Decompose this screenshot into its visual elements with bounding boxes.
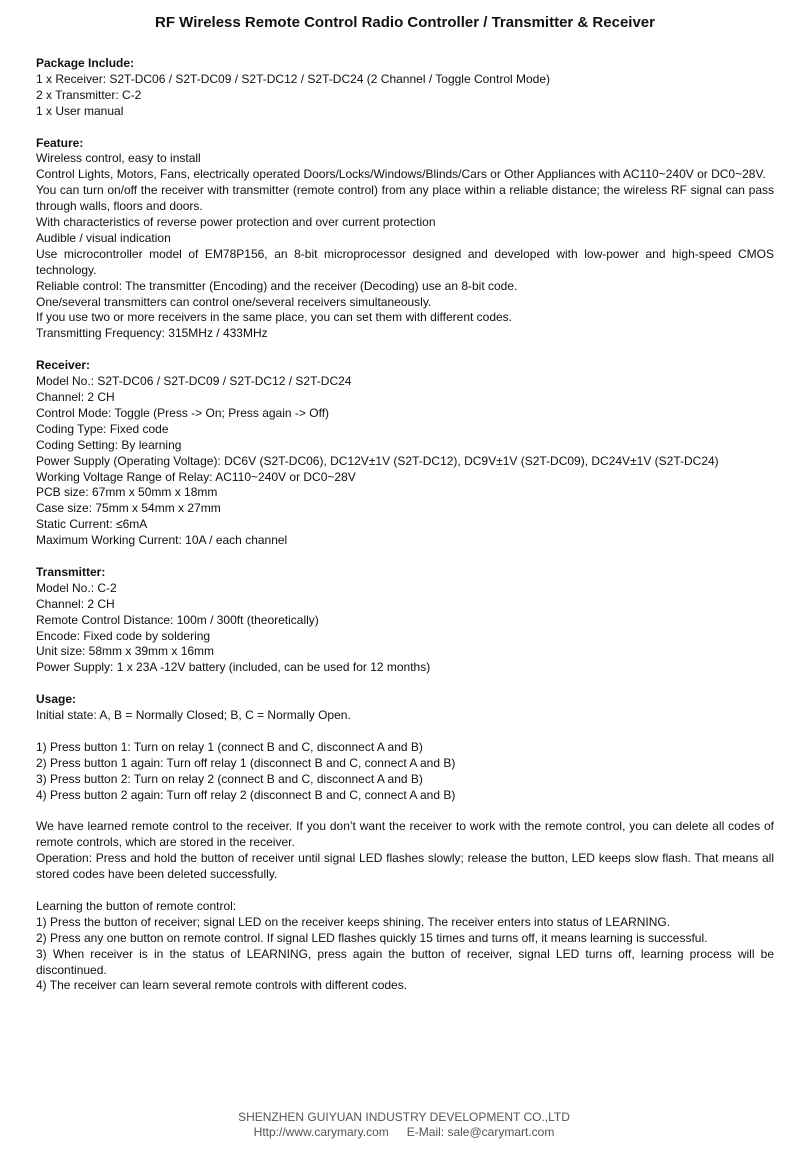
footer-website: Http://www.carymary.com	[253, 1125, 389, 1139]
receiver-spec: Case size: 75mm x 54mm x 27mm	[36, 501, 221, 516]
receiver-spec: Coding Type: Fixed code	[36, 421, 169, 436]
delete-codes-paragraph	[36, 819, 774, 883]
package-line: 1 x User manual	[36, 103, 124, 118]
learning-intro: Learning the button of remote control:	[36, 898, 237, 913]
receiver-spec: Static Current: ≤6mA	[36, 517, 148, 532]
usage-steps	[36, 740, 774, 804]
package-heading: Package Include:	[36, 56, 135, 70]
feature-line: With characteristics of reverse power protection and over current protection	[36, 215, 436, 230]
transmitter-spec: Remote Control Distance: 100m / 300ft (theoretically)	[36, 612, 319, 627]
transmitter-spec: Power Supply: 1 x 23A -12V battery (included, can be used for 12 months)	[36, 660, 431, 675]
receiver-spec: PCB size: 67mm x 50mm x 18mm	[36, 485, 218, 500]
learning-step: 4) The receiver can learn several remote controls with different codes.	[36, 978, 408, 993]
feature-line: Control Lights, Motors, Fans, electrically operated Doors/Locks/Windows/Blinds/Cars or Other Appliances with AC110~240V or DC0~28V.	[36, 167, 766, 182]
feature-line: If you use two or more receivers in the same place, you can set them with different codes.	[36, 310, 513, 325]
receiver-section	[36, 358, 774, 549]
package-line: 1 x Receiver: S2T-DC06 / S2T-DC09 / S2T-DC12 / S2T-DC24 (2 Channel / Toggle Control Mode)	[36, 71, 551, 86]
transmitter-spec: Model No.: C-2	[36, 580, 117, 595]
usage-section	[36, 692, 774, 724]
document-title: RF Wireless Remote Control Radio Controller / Transmitter & Receiver	[155, 14, 655, 31]
document-body	[36, 56, 774, 1010]
receiver-spec: Power Supply (Operating Voltage): DC6V (S2T-DC06), DC12V±1V (S2T-DC12), DC9V±1V (S2T-DC09), DC24V±1V (S2T-DC24)	[36, 453, 719, 468]
transmitter-spec: Unit size: 58mm x 39mm x 16mm	[36, 644, 215, 659]
feature-line: Wireless control, easy to install	[36, 151, 201, 166]
usage-step: 2) Press button 1 again: Turn off relay 1 (disconnect B and C, connect A and B)	[36, 755, 456, 770]
feature-line: Audible / visual indication	[36, 230, 171, 245]
usage-step: 3) Press button 2: Turn on relay 2 (connect B and C, disconnect A and B)	[36, 771, 423, 786]
transmitter-spec: Channel: 2 CH	[36, 596, 115, 611]
feature-line: One/several transmitters can control one/several receivers simultaneously.	[36, 294, 432, 309]
feature-line: Use microcontroller model of EM78P156, an 8-bit microprocessor designed and developed with low-power and high-speed CMOS technology.	[36, 246, 774, 277]
feature-line: You can turn on/off the receiver with transmitter (remote control) from any place within a reliable distance; the wireless RF signal can pass through walls, floors and doors.	[36, 183, 774, 214]
delete-codes-operation: Operation: Press and hold the button of receiver until signal LED flashes slowly; release the button, LED keeps slow flash. That means all stored codes have been deleted successfully.	[36, 851, 774, 882]
feature-line: Transmitting Frequency: 315MHz / 433MHz	[36, 326, 268, 341]
receiver-heading: Receiver:	[36, 358, 91, 373]
footer-contact	[0, 1125, 808, 1140]
footer-company: SHENZHEN GUIYUAN INDUSTRY DEVELOPMENT CO.,LTD	[238, 1110, 570, 1124]
feature-line: Reliable control: The transmitter (Encoding) and the receiver (Decoding) use an 8-bit code.	[36, 278, 518, 293]
transmitter-heading: Transmitter:	[36, 564, 106, 579]
usage-initial-state: Initial state: A, B = Normally Closed; B, C = Normally Open.	[36, 708, 351, 723]
package-section	[36, 56, 774, 120]
receiver-spec: Maximum Working Current: 10A / each channel	[36, 533, 288, 548]
receiver-spec: Coding Setting: By learning	[36, 437, 182, 452]
learning-step: 1) Press the button of receiver; signal LED on the receiver keeps shining. The receiver enters into status of LEARNING.	[36, 914, 671, 929]
learning-step: 3) When receiver is in the status of LEARNING, press again the button of receiver, signal LED turns off, learning process will be discontinued.	[36, 946, 774, 977]
usage-step: 1) Press button 1: Turn on relay 1 (connect B and C, disconnect A and B)	[36, 739, 423, 754]
feature-section	[36, 136, 774, 343]
usage-step: 4) Press button 2 again: Turn off relay 2 (disconnect B and C, connect A and B)	[36, 787, 456, 802]
page-footer	[0, 1110, 808, 1140]
footer-email: E-Mail: sale@carymart.com	[406, 1125, 555, 1139]
package-line: 2 x Transmitter: C-2	[36, 87, 142, 102]
receiver-spec: Channel: 2 CH	[36, 390, 115, 404]
usage-heading: Usage:	[36, 692, 77, 707]
transmitter-section	[36, 565, 774, 676]
feature-heading: Feature:	[36, 135, 84, 150]
receiver-spec: Model No.: S2T-DC06 / S2T-DC09 / S2T-DC12 / S2T-DC24	[36, 374, 352, 389]
delete-codes-text: We have learned remote control to the receiver. If you don’t want the receiver to work with the remote control, you can delete all codes of remote controls, which are stored in the receiver.	[36, 819, 774, 850]
transmitter-spec: Encode: Fixed code by soldering	[36, 628, 211, 643]
learning-section	[36, 899, 774, 994]
receiver-spec: Control Mode: Toggle (Press -> On; Press again -> Off)	[36, 405, 330, 420]
learning-step: 2) Press any one button on remote control. If signal LED flashes quickly 15 times and turns off, it means learning is successful.	[36, 930, 708, 945]
receiver-spec: Working Voltage Range of Relay: AC110~240V or DC0~28V	[36, 469, 356, 484]
